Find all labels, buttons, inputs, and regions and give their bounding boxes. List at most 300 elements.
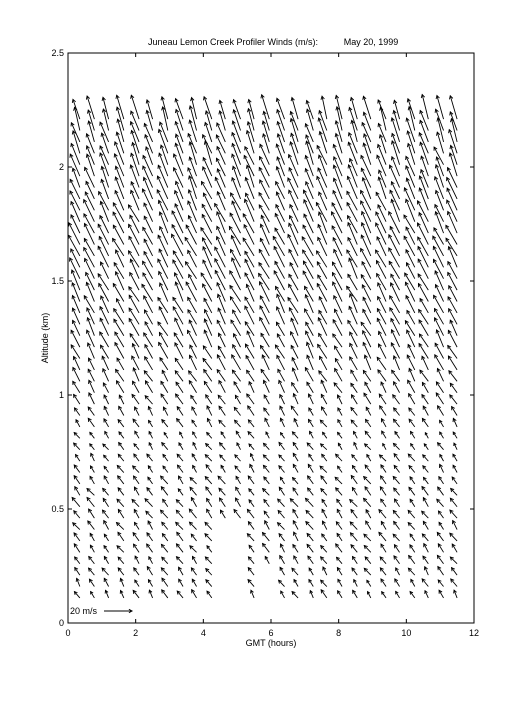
wind-vector [405, 282, 414, 301]
wind-vector [394, 465, 399, 472]
wind-vector [220, 443, 226, 450]
wind-vector [75, 487, 80, 496]
wind-vector [217, 283, 225, 302]
wind-vector [438, 511, 443, 518]
wind-vector [310, 591, 313, 598]
wind-vector [293, 509, 298, 518]
wind-vector [133, 381, 140, 393]
wind-vector [294, 580, 298, 587]
x-tick-label: 4 [200, 628, 206, 638]
wind-vector [74, 533, 80, 541]
wind-vector [234, 334, 241, 347]
wind-vector [247, 534, 254, 541]
wind-vector [71, 143, 80, 164]
wind-vector [308, 556, 313, 564]
wind-vector [278, 523, 285, 530]
wind-vector [439, 522, 443, 529]
wind-vector [248, 420, 254, 427]
wind-vector [70, 258, 80, 279]
wind-vector [134, 476, 140, 484]
wind-vector [263, 134, 270, 153]
wind-vector [453, 432, 457, 438]
wind-vector [291, 406, 298, 415]
wind-vector [133, 368, 139, 381]
wind-vector [117, 465, 124, 472]
wind-vector [162, 107, 168, 131]
wind-vector [393, 534, 399, 541]
wind-vector [447, 177, 458, 198]
wind-vector [158, 129, 167, 153]
wind-vector [436, 157, 444, 176]
wind-vector [436, 132, 443, 153]
wind-vector [394, 499, 399, 507]
wind-vector [116, 381, 123, 393]
wind-vector [157, 176, 168, 199]
wind-vector [409, 408, 415, 416]
wind-vector [319, 333, 327, 347]
wind-vector [352, 556, 357, 563]
wind-vector [425, 433, 428, 439]
wind-vector [103, 383, 108, 393]
wind-vector [280, 406, 285, 415]
wind-vector [118, 532, 124, 541]
wind-vector [337, 395, 342, 404]
wind-vector [162, 443, 168, 450]
wind-vector [248, 522, 254, 530]
wind-vector [143, 155, 153, 176]
wind-vector [378, 370, 386, 381]
wind-vector [365, 487, 371, 496]
wind-vector [189, 522, 196, 529]
wind-vector [289, 168, 298, 188]
wind-vector [366, 510, 371, 518]
wind-vector [308, 476, 314, 484]
wind-vector [293, 521, 298, 530]
wind-vector [320, 420, 327, 427]
wind-vector [351, 420, 357, 427]
wind-vector [336, 522, 342, 530]
wind-vector [248, 568, 254, 576]
scale-key-label: 20 m/s [70, 606, 98, 616]
wind-vector [134, 454, 139, 461]
x-axis [65, 53, 479, 638]
wind-vector [215, 177, 225, 199]
wind-vector [381, 544, 386, 552]
wind-vector [147, 533, 153, 541]
wind-vector [71, 202, 80, 222]
wind-vector [278, 499, 285, 507]
wind-vector [361, 155, 371, 176]
wind-vector [133, 466, 139, 473]
wind-vector [145, 499, 153, 507]
wind-vector [433, 246, 443, 267]
wind-vector [351, 383, 357, 392]
wind-vector [294, 419, 298, 427]
wind-vector [159, 212, 168, 233]
wind-vector [232, 133, 241, 154]
wind-vector [321, 380, 327, 393]
y-tick-label: 2.5 [51, 48, 64, 58]
wind-vector [145, 396, 152, 404]
wind-vector [235, 395, 240, 404]
wind-vector [318, 344, 327, 358]
wind-vector [175, 358, 183, 370]
wind-vector [76, 455, 80, 462]
wind-vector [408, 510, 415, 518]
wind-vector [338, 432, 343, 438]
wind-vector [290, 142, 298, 165]
wind-vector [172, 225, 183, 245]
wind-vector [319, 192, 327, 210]
wind-vector [322, 499, 327, 506]
wind-vector [307, 544, 313, 552]
wind-vector [364, 477, 371, 484]
wind-vector [364, 534, 371, 541]
scale-key-arrow [104, 609, 132, 613]
wind-vector [192, 420, 197, 427]
wind-vector [192, 579, 196, 586]
wind-vector [318, 318, 327, 336]
wind-vector [452, 407, 457, 416]
wind-vector [188, 190, 196, 210]
wind-vector [205, 557, 211, 564]
wind-vector [408, 380, 415, 393]
wind-vector [90, 533, 94, 541]
plot-frame [68, 53, 474, 623]
wind-vector [410, 477, 415, 484]
wind-vector [215, 247, 226, 267]
wind-vector [440, 454, 444, 461]
wind-vector [279, 380, 285, 392]
wind-vector [292, 383, 298, 393]
wind-vector [436, 96, 443, 120]
wind-vector [105, 590, 108, 598]
wind-vector [179, 567, 183, 575]
wind-vector [149, 557, 153, 564]
wind-vector [71, 345, 80, 359]
wind-vector [380, 557, 386, 564]
wind-vector [162, 370, 168, 381]
wind-vector [248, 580, 254, 587]
wind-vector [232, 166, 240, 187]
wind-vector [321, 546, 327, 553]
x-tick-label: 0 [65, 628, 71, 638]
wind-vector [321, 557, 327, 564]
wind-vector [391, 141, 399, 165]
wind-vector [193, 432, 197, 438]
wind-vector [163, 466, 168, 473]
wind-vector [207, 546, 212, 553]
wind-vector [158, 165, 168, 187]
wind-vector [145, 357, 153, 370]
wind-vector [365, 431, 371, 438]
wind-vector [88, 407, 94, 416]
wind-vector [450, 383, 457, 392]
wind-vector [203, 358, 212, 369]
wind-vector [161, 568, 167, 575]
wind-vector [102, 568, 109, 575]
wind-vector [259, 157, 269, 177]
x-tick-label: 2 [133, 628, 139, 638]
wind-vector [380, 487, 386, 496]
wind-vector [68, 235, 79, 256]
wind-vector [393, 395, 400, 404]
wind-vector [273, 236, 284, 255]
wind-vector [363, 96, 371, 119]
wind-vector [337, 499, 342, 506]
wind-vector [307, 382, 313, 392]
wind-vector [337, 533, 342, 541]
wind-vector [162, 590, 168, 598]
wind-vector [293, 478, 299, 484]
wind-vector [367, 592, 370, 598]
wind-vector [86, 282, 94, 301]
wind-vector [262, 533, 269, 541]
wind-vector [391, 118, 399, 142]
wind-vector [438, 406, 444, 416]
wind-vector [337, 557, 343, 563]
wind-vector [435, 271, 444, 290]
wind-vector [129, 236, 139, 256]
wind-vector [159, 307, 168, 325]
wind-vector [437, 555, 443, 563]
wind-vector [333, 178, 342, 199]
wind-vector [232, 143, 241, 164]
wind-vector [262, 121, 269, 142]
wind-vector [321, 489, 327, 496]
wind-vector [422, 511, 429, 518]
wind-vector [189, 106, 196, 131]
wind-vector [450, 557, 457, 564]
wind-vector [131, 153, 139, 176]
wind-vector [318, 212, 326, 233]
wind-vector [321, 580, 327, 586]
wind-vector [332, 226, 342, 245]
wind-vector [103, 444, 109, 450]
wind-vector [177, 407, 183, 416]
wind-vector [410, 591, 415, 597]
wind-vector [303, 261, 313, 279]
wind-vector [117, 546, 124, 553]
wind-vector [119, 406, 124, 415]
wind-vector [115, 166, 124, 187]
wind-vector [453, 418, 457, 427]
wind-vector [309, 568, 313, 575]
wind-vector [450, 510, 457, 518]
wind-vector [206, 444, 212, 450]
wind-vector [148, 521, 153, 530]
wind-vector [279, 442, 285, 449]
wind-vector [142, 189, 152, 210]
wind-vector [176, 557, 183, 564]
wind-vector [309, 454, 314, 461]
wind-vector [205, 455, 212, 462]
wind-vector [135, 431, 139, 438]
wind-vector [320, 466, 327, 472]
wind-vector [393, 356, 399, 370]
wind-vector [219, 111, 225, 131]
wind-vector [189, 509, 196, 518]
wind-vector [321, 96, 327, 119]
wind-vector [133, 590, 139, 598]
wind-vector [235, 420, 241, 427]
wind-vector [433, 259, 443, 278]
wind-vector [422, 418, 428, 426]
wind-vector [100, 332, 109, 347]
wind-vector [219, 488, 225, 495]
wind-vector [264, 477, 270, 484]
wind-vector [306, 510, 313, 518]
wind-vector [71, 270, 79, 290]
wind-vector [105, 431, 109, 438]
wind-vector [159, 271, 168, 290]
wind-vector [162, 534, 167, 541]
wind-vector [116, 132, 124, 153]
wind-vector [263, 455, 269, 461]
wind-vector [347, 191, 357, 210]
wind-vector [338, 591, 342, 598]
wind-vector [279, 580, 285, 586]
wind-vector [236, 487, 241, 495]
wind-vector [280, 544, 284, 552]
wind-vector [305, 169, 313, 188]
wind-vector [130, 215, 139, 233]
wind-vector [449, 130, 458, 154]
wind-vector [232, 178, 241, 199]
wind-vector [394, 521, 400, 529]
wind-vector [217, 192, 225, 211]
wind-vector [308, 394, 313, 404]
wind-vector [336, 454, 342, 461]
wind-vector [236, 431, 240, 438]
wind-vector [147, 488, 153, 496]
wind-vector [310, 431, 314, 438]
wind-vector [395, 432, 400, 439]
wind-vector [389, 248, 400, 267]
wind-vector [309, 580, 313, 587]
wind-vector [379, 394, 386, 404]
wind-vector [88, 418, 94, 427]
wind-vector [381, 579, 386, 587]
wind-vector [352, 455, 357, 461]
wind-vector [174, 191, 183, 211]
wind-vector [101, 166, 109, 187]
wind-vector [250, 454, 254, 461]
wind-vector [333, 238, 342, 256]
wind-vector [115, 250, 123, 267]
wind-vector [280, 477, 284, 484]
wind-vector [118, 420, 124, 427]
wind-vector [422, 579, 428, 587]
wind-vector [191, 395, 197, 404]
wind-vector [377, 357, 386, 370]
wind-vector [263, 380, 269, 392]
wind-vector [72, 168, 80, 187]
wind-vector [115, 177, 124, 199]
wind-vector [116, 369, 124, 381]
wind-vector [175, 318, 183, 336]
wind-vector [173, 154, 183, 176]
wind-vector [394, 408, 400, 416]
wind-vector [435, 109, 443, 130]
wind-vector [102, 356, 109, 370]
wind-vector [89, 509, 95, 518]
wind-vector [88, 369, 94, 381]
wind-vector [293, 394, 298, 405]
wind-vector [160, 358, 168, 370]
wind-vector [219, 406, 225, 415]
wind-vector [264, 500, 269, 507]
wind-vector [74, 592, 79, 598]
wind-vector [234, 407, 240, 415]
wind-vector [221, 465, 225, 472]
wind-vector [390, 227, 399, 245]
wind-vector [450, 395, 457, 404]
wind-vector [347, 203, 357, 222]
wind-vector [438, 487, 444, 495]
wind-vector [234, 382, 240, 393]
wind-vector [452, 544, 457, 552]
wind-vector [206, 487, 212, 495]
wind-vector [249, 382, 254, 393]
wind-vector [118, 568, 124, 575]
wind-vector [119, 432, 124, 438]
wind-vector [73, 523, 80, 530]
wind-vector [354, 442, 358, 449]
wind-vector [260, 306, 269, 324]
wind-vector [293, 453, 298, 461]
wind-vector [437, 499, 444, 507]
wind-vector [103, 498, 108, 506]
wind-vector [424, 444, 428, 450]
y-tick-label: 1 [58, 390, 64, 400]
wind-vector [395, 579, 400, 587]
wind-vector [419, 334, 428, 347]
wind-vector [322, 509, 327, 518]
wind-vector [191, 534, 196, 541]
wind-vector [143, 177, 152, 199]
wind-vector [406, 178, 415, 199]
wind-vector [394, 545, 399, 553]
wind-vector [131, 190, 140, 210]
wind-vector [423, 466, 429, 473]
wind-vector [249, 545, 254, 552]
wind-vector [278, 369, 285, 381]
wind-vector [219, 498, 225, 507]
wind-vector [129, 224, 140, 244]
wind-vector [393, 510, 399, 518]
wind-vector [90, 545, 94, 552]
wind-vector [247, 509, 254, 518]
wind-vector [261, 369, 269, 381]
wind-vector [453, 454, 457, 461]
wind-vector [333, 334, 342, 347]
wind-vector [381, 419, 386, 427]
wind-vector [348, 320, 357, 335]
wind-vector [236, 476, 240, 484]
wind-vector [104, 395, 109, 404]
wind-vector [245, 322, 254, 336]
wind-vector [450, 145, 457, 164]
wind-vector [232, 370, 240, 381]
wind-vector [176, 522, 183, 529]
wind-vector [221, 432, 225, 438]
wind-vector [149, 590, 153, 598]
wind-vector [202, 214, 212, 233]
wind-vector [132, 499, 139, 506]
wind-vector [176, 382, 183, 393]
wind-vector [379, 532, 386, 541]
